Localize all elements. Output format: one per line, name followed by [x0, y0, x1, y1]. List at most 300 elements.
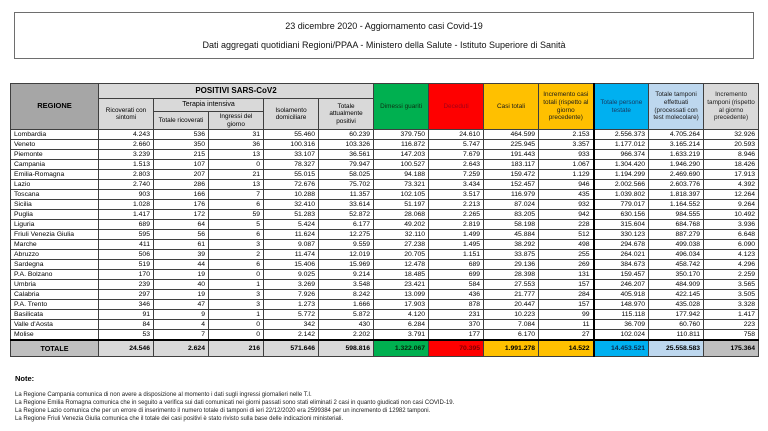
value-cell: 1 — [209, 310, 264, 320]
value-cell: 1.495 — [429, 240, 484, 250]
value-cell: 12.264 — [704, 190, 759, 200]
region-name-cell: Sardegna — [11, 260, 99, 270]
value-cell: 2.469.690 — [649, 170, 704, 180]
value-cell: 903 — [99, 190, 154, 200]
value-cell: 595 — [99, 230, 154, 240]
value-cell: 3 — [209, 240, 264, 250]
region-name-cell: Liguria — [11, 220, 99, 230]
value-cell: 2.202 — [319, 330, 374, 341]
value-cell: 689 — [99, 220, 154, 230]
value-cell: 1.946.290 — [649, 160, 704, 170]
value-cell: 7.926 — [264, 290, 319, 300]
value-cell: 20.593 — [704, 140, 759, 150]
region-name-cell: Valle d'Aosta — [11, 320, 99, 330]
value-cell: 6.177 — [319, 220, 374, 230]
table-total-row — [11, 340, 759, 357]
value-cell: 207 — [154, 170, 209, 180]
value-cell: 176 — [154, 200, 209, 210]
value-cell: 1.273 — [264, 300, 319, 310]
value-cell: 148.970 — [594, 300, 649, 310]
value-cell: 6 — [209, 230, 264, 240]
value-cell: 464.599 — [484, 130, 539, 140]
value-cell: 61 — [154, 240, 209, 250]
value-cell: 2.002.566 — [594, 180, 649, 190]
value-cell: 12.478 — [374, 260, 429, 270]
value-cell: 933 — [539, 150, 594, 160]
region-name-cell: Abruzzo — [11, 250, 99, 260]
value-cell: 878 — [429, 300, 484, 310]
table-row — [11, 250, 759, 260]
value-cell: 33.107 — [264, 150, 319, 160]
value-cell: 758 — [704, 330, 759, 341]
value-cell: 1.666 — [319, 300, 374, 310]
value-cell: 499.038 — [649, 240, 704, 250]
value-cell: 12.275 — [319, 230, 374, 240]
region-name-cell: Emilia-Romagna — [11, 170, 99, 180]
col-header-persone-testate: Totale persone testate — [594, 84, 649, 130]
value-cell: 255 — [539, 250, 594, 260]
value-cell: 183.117 — [484, 160, 539, 170]
value-cell: 284 — [539, 290, 594, 300]
col-group-positivi: POSITIVI SARS-CoV2 — [99, 84, 374, 99]
value-cell: 458.742 — [649, 260, 704, 270]
value-cell: 5.747 — [429, 140, 484, 150]
value-cell: 55.460 — [264, 130, 319, 140]
value-cell: 10.223 — [484, 310, 539, 320]
value-cell: 1.818.397 — [649, 190, 704, 200]
value-cell: 411 — [99, 240, 154, 250]
value-cell: 8.946 — [704, 150, 759, 160]
value-cell: 2 — [209, 250, 264, 260]
value-cell: 157 — [539, 300, 594, 310]
table-row — [11, 140, 759, 150]
value-cell: 13.099 — [374, 290, 429, 300]
value-cell: 102.024 — [594, 330, 649, 341]
table-row — [11, 190, 759, 200]
value-cell: 177.942 — [649, 310, 704, 320]
total-value-cell: 216 — [209, 340, 264, 357]
value-cell: 53 — [99, 330, 154, 341]
value-cell: 100.316 — [264, 140, 319, 150]
value-cell: 56 — [154, 230, 209, 240]
value-cell: 8.242 — [319, 290, 374, 300]
value-cell: 286 — [154, 180, 209, 190]
note-line: La Regione Lazio comunica che per un errore di inserimento il numero totale di tamponi di ieri 22/12/2020 era 2599384 per un incremento di 12982 tamponi. — [15, 408, 431, 415]
value-cell: 0 — [209, 330, 264, 341]
value-cell: 7 — [154, 330, 209, 341]
region-name-cell: Veneto — [11, 140, 99, 150]
value-cell: 39 — [154, 250, 209, 260]
value-cell: 3.936 — [704, 220, 759, 230]
value-cell: 342 — [264, 320, 319, 330]
value-cell: 191.443 — [484, 150, 539, 160]
value-cell: 10.288 — [264, 190, 319, 200]
table-row — [11, 300, 759, 310]
value-cell: 102.105 — [374, 190, 429, 200]
col-header-totale-ricoverati: Totale ricoverati — [154, 112, 209, 130]
value-cell: 84 — [99, 320, 154, 330]
value-cell: 225.945 — [484, 140, 539, 150]
value-cell: 6.090 — [704, 240, 759, 250]
notes-section — [15, 374, 755, 423]
value-cell: 5.772 — [264, 310, 319, 320]
value-cell: 1.164.552 — [649, 200, 704, 210]
value-cell: 9.214 — [319, 270, 374, 280]
value-cell: 3.791 — [374, 330, 429, 341]
value-cell: 21 — [209, 170, 264, 180]
value-cell: 91 — [99, 310, 154, 320]
value-cell: 170 — [99, 270, 154, 280]
total-label-cell: TOTALE — [11, 340, 99, 357]
value-cell: 3.239 — [99, 150, 154, 160]
value-cell: 157 — [539, 280, 594, 290]
value-cell: 684.768 — [649, 220, 704, 230]
value-cell: 294.678 — [594, 240, 649, 250]
report-date-title: 23 dicembre 2020 - Aggiornamento casi Covid-19 — [285, 21, 483, 32]
value-cell: 5 — [209, 220, 264, 230]
table-row — [11, 230, 759, 240]
value-cell: 94.188 — [374, 170, 429, 180]
value-cell: 52.872 — [319, 210, 374, 220]
value-cell: 3.328 — [704, 300, 759, 310]
value-cell: 51.283 — [264, 210, 319, 220]
value-cell: 18.426 — [704, 160, 759, 170]
value-cell: 430 — [319, 320, 374, 330]
value-cell: 315.604 — [594, 220, 649, 230]
table-row — [11, 170, 759, 180]
value-cell: 6.648 — [704, 230, 759, 240]
value-cell: 159.457 — [594, 270, 649, 280]
value-cell: 1.028 — [99, 200, 154, 210]
value-cell: 7.679 — [429, 150, 484, 160]
table-row — [11, 280, 759, 290]
covid-data-table-wrapper — [10, 83, 758, 357]
value-cell: 40 — [154, 280, 209, 290]
value-cell: 519 — [99, 260, 154, 270]
value-cell: 269 — [539, 260, 594, 270]
value-cell: 17.913 — [704, 170, 759, 180]
value-cell: 147.203 — [374, 150, 429, 160]
value-cell: 4.123 — [704, 250, 759, 260]
table-row — [11, 290, 759, 300]
value-cell: 422.145 — [649, 290, 704, 300]
value-cell: 19 — [154, 290, 209, 300]
value-cell: 1.194.299 — [594, 170, 649, 180]
value-cell: 264.021 — [594, 250, 649, 260]
value-cell: 942 — [539, 210, 594, 220]
report-title-box — [14, 12, 754, 59]
table-row — [11, 320, 759, 330]
value-cell: 1.499 — [429, 230, 484, 240]
value-cell: 17.903 — [374, 300, 429, 310]
value-cell: 4.296 — [704, 260, 759, 270]
value-cell: 384.673 — [594, 260, 649, 270]
col-header-regione: REGIONE — [11, 84, 99, 130]
value-cell: 166 — [154, 190, 209, 200]
total-value-cell: 14.522 — [539, 340, 594, 357]
total-value-cell: 598.816 — [319, 340, 374, 357]
table-row — [11, 150, 759, 160]
col-header-incremento-tamponi: Incremento tamponi (rispetto al giorno precedente) — [704, 84, 759, 130]
value-cell: 87.024 — [484, 200, 539, 210]
value-cell: 11.624 — [264, 230, 319, 240]
table-row — [11, 220, 759, 230]
value-cell: 3.548 — [319, 280, 374, 290]
value-cell: 3.165.214 — [649, 140, 704, 150]
value-cell: 73.321 — [374, 180, 429, 190]
value-cell: 246.207 — [594, 280, 649, 290]
value-cell: 330.123 — [594, 230, 649, 240]
value-cell: 32.110 — [374, 230, 429, 240]
value-cell: 18.485 — [374, 270, 429, 280]
value-cell: 297 — [99, 290, 154, 300]
col-header-ricoverati-sintomi: Ricoverati con sintomi — [99, 99, 154, 130]
value-cell: 78.327 — [264, 160, 319, 170]
value-cell: 116.979 — [484, 190, 539, 200]
value-cell: 946 — [539, 180, 594, 190]
value-cell: 60.760 — [649, 320, 704, 330]
value-cell: 12.019 — [319, 250, 374, 260]
value-cell: 630.156 — [594, 210, 649, 220]
region-name-cell: Molise — [11, 330, 99, 341]
value-cell: 99 — [539, 310, 594, 320]
value-cell: 966.374 — [594, 150, 649, 160]
value-cell: 27.238 — [374, 240, 429, 250]
value-cell: 350 — [154, 140, 209, 150]
value-cell: 2.213 — [429, 200, 484, 210]
note-line: La Regione Campania comunica di non avere a disposizione al momento i dati sugli ingressi giornalieri nelle T.I. — [15, 392, 312, 398]
value-cell: 23.421 — [374, 280, 429, 290]
value-cell: 1 — [209, 280, 264, 290]
value-cell: 1.304.420 — [594, 160, 649, 170]
value-cell: 32.926 — [704, 130, 759, 140]
value-cell: 484.909 — [649, 280, 704, 290]
value-cell: 3 — [209, 290, 264, 300]
value-cell: 0 — [209, 270, 264, 280]
value-cell: 3.505 — [704, 290, 759, 300]
total-value-cell: 2.624 — [154, 340, 209, 357]
value-cell: 27 — [539, 330, 594, 341]
value-cell: 11 — [539, 320, 594, 330]
note-line: La Regione Emilia Romagna comunica che in seguito a verifica sui dati comunicati nei giorni passati sono stati eliminati 2 casi in quanto giudicati non casi COVID-19. — [15, 400, 455, 407]
col-header-casi-totali: Casi totali — [484, 84, 539, 130]
value-cell: 7.259 — [429, 170, 484, 180]
value-cell: 2.660 — [99, 140, 154, 150]
report-source-subtitle: Dati aggregati quotidiani Regioni/PPAA - Ministero della Salute - Istituto Superiore di Sanità — [202, 39, 566, 50]
table-row — [11, 160, 759, 170]
region-name-cell: Calabria — [11, 290, 99, 300]
value-cell: 6.284 — [374, 320, 429, 330]
value-cell: 223 — [704, 320, 759, 330]
value-cell: 2.643 — [429, 160, 484, 170]
value-cell: 779.017 — [594, 200, 649, 210]
value-cell: 4.705.264 — [649, 130, 704, 140]
value-cell: 38.292 — [484, 240, 539, 250]
value-cell: 33.875 — [484, 250, 539, 260]
value-cell: 49.202 — [374, 220, 429, 230]
value-cell: 3.434 — [429, 180, 484, 190]
table-row — [11, 130, 759, 140]
value-cell: 436 — [429, 290, 484, 300]
value-cell: 10.492 — [704, 210, 759, 220]
value-cell: 2.259 — [704, 270, 759, 280]
value-cell: 64 — [154, 220, 209, 230]
value-cell: 45.884 — [484, 230, 539, 240]
col-header-attualmente-positivi: Totale attualmente positivi — [319, 99, 374, 130]
value-cell: 15.406 — [264, 260, 319, 270]
value-cell: 116.872 — [374, 140, 429, 150]
region-name-cell: Lazio — [11, 180, 99, 190]
value-cell: 110.811 — [649, 330, 704, 341]
value-cell: 5.424 — [264, 220, 319, 230]
value-cell: 11.357 — [319, 190, 374, 200]
total-value-cell: 1.322.067 — [374, 340, 429, 357]
table-row — [11, 200, 759, 210]
value-cell: 36.709 — [594, 320, 649, 330]
value-cell: 228 — [539, 220, 594, 230]
value-cell: 47 — [154, 300, 209, 310]
value-cell: 4.120 — [374, 310, 429, 320]
value-cell: 103.326 — [319, 140, 374, 150]
total-value-cell: 571.646 — [264, 340, 319, 357]
table-row — [11, 310, 759, 320]
value-cell: 2.556.373 — [594, 130, 649, 140]
region-name-cell: Puglia — [11, 210, 99, 220]
value-cell: 6.170 — [484, 330, 539, 341]
value-cell: 72.676 — [264, 180, 319, 190]
value-cell: 15.969 — [319, 260, 374, 270]
value-cell: 3.357 — [539, 140, 594, 150]
value-cell: 689 — [429, 260, 484, 270]
value-cell: 4 — [154, 320, 209, 330]
value-cell: 59 — [209, 210, 264, 220]
value-cell: 24.610 — [429, 130, 484, 140]
value-cell: 1.151 — [429, 250, 484, 260]
value-cell: 699 — [429, 270, 484, 280]
value-cell: 2.740 — [99, 180, 154, 190]
value-cell: 33.614 — [319, 200, 374, 210]
value-cell: 1.039.802 — [594, 190, 649, 200]
value-cell: 2.265 — [429, 210, 484, 220]
value-cell: 58.198 — [484, 220, 539, 230]
covid-data-table — [10, 83, 759, 357]
value-cell: 177 — [429, 330, 484, 341]
value-cell: 2.603.776 — [649, 180, 704, 190]
value-cell: 6 — [209, 200, 264, 210]
region-name-cell: P.A. Trento — [11, 300, 99, 310]
region-name-cell: Toscana — [11, 190, 99, 200]
value-cell: 9 — [154, 310, 209, 320]
value-cell: 350.170 — [649, 270, 704, 280]
value-cell: 100.527 — [374, 160, 429, 170]
total-row — [11, 340, 759, 357]
value-cell: 1.067 — [539, 160, 594, 170]
total-value-cell: 70.395 — [429, 340, 484, 357]
value-cell: 496.034 — [649, 250, 704, 260]
note-line: La Regione Friuli Venezia Giulia comunica che il totale dei casi positivi è stato rivisto sulla base delle indicazioni ministeriali. — [15, 416, 344, 423]
value-cell: 405.918 — [594, 290, 649, 300]
value-cell: 2.153 — [539, 130, 594, 140]
value-cell: 1.417 — [704, 310, 759, 320]
region-name-cell: Umbria — [11, 280, 99, 290]
value-cell: 512 — [539, 230, 594, 240]
region-name-cell: Marche — [11, 240, 99, 250]
value-cell: 83.205 — [484, 210, 539, 220]
value-cell: 9.087 — [264, 240, 319, 250]
value-cell: 1.513 — [99, 160, 154, 170]
value-cell: 379.750 — [374, 130, 429, 140]
value-cell: 3.517 — [429, 190, 484, 200]
value-cell: 131 — [539, 270, 594, 280]
value-cell: 159.472 — [484, 170, 539, 180]
table-row — [11, 240, 759, 250]
value-cell: 9.264 — [704, 200, 759, 210]
value-cell: 1.129 — [539, 170, 594, 180]
value-cell: 3.565 — [704, 280, 759, 290]
value-cell: 58.025 — [319, 170, 374, 180]
value-cell: 0 — [209, 320, 264, 330]
value-cell: 107 — [154, 160, 209, 170]
value-cell: 28.398 — [484, 270, 539, 280]
col-header-ingressi-giorno: Ingressi del giorno — [209, 112, 264, 130]
value-cell: 32.410 — [264, 200, 319, 210]
col-group-terapia-intensiva: Terapia intensiva — [154, 99, 264, 112]
table-body — [11, 130, 759, 341]
value-cell: 11.474 — [264, 250, 319, 260]
region-name-cell: Friuli Venezia Giulia — [11, 230, 99, 240]
value-cell: 28.068 — [374, 210, 429, 220]
value-cell: 932 — [539, 200, 594, 210]
value-cell: 13 — [209, 180, 264, 190]
region-name-cell: Campania — [11, 160, 99, 170]
value-cell: 79.947 — [319, 160, 374, 170]
value-cell: 2.142 — [264, 330, 319, 341]
value-cell: 44 — [154, 260, 209, 270]
value-cell: 215 — [154, 150, 209, 160]
value-cell: 172 — [154, 210, 209, 220]
notes-list — [15, 391, 755, 423]
total-value-cell: 14.453.521 — [594, 340, 649, 357]
value-cell: 2.803 — [99, 170, 154, 180]
value-cell: 27.553 — [484, 280, 539, 290]
value-cell: 13 — [209, 150, 264, 160]
value-cell: 346 — [99, 300, 154, 310]
value-cell: 3.269 — [264, 280, 319, 290]
region-name-cell: P.A. Bolzano — [11, 270, 99, 280]
value-cell: 29.136 — [484, 260, 539, 270]
value-cell: 7 — [209, 190, 264, 200]
value-cell: 115.118 — [594, 310, 649, 320]
table-row — [11, 260, 759, 270]
table-row — [11, 180, 759, 190]
notes-title: Note: — [15, 374, 35, 383]
total-value-cell: 175.364 — [704, 340, 759, 357]
value-cell: 75.702 — [319, 180, 374, 190]
value-cell: 152.457 — [484, 180, 539, 190]
value-cell: 3 — [209, 300, 264, 310]
value-cell: 536 — [154, 130, 209, 140]
value-cell: 1.177.012 — [594, 140, 649, 150]
value-cell: 60.239 — [319, 130, 374, 140]
col-header-deceduti: Deceduti — [429, 84, 484, 130]
value-cell: 19 — [154, 270, 209, 280]
value-cell: 36 — [209, 140, 264, 150]
col-header-dimessi-guariti: Dimessi guariti — [374, 84, 429, 130]
value-cell: 984.555 — [649, 210, 704, 220]
total-value-cell: 25.558.583 — [649, 340, 704, 357]
region-name-cell: Sicilia — [11, 200, 99, 210]
value-cell: 506 — [99, 250, 154, 260]
